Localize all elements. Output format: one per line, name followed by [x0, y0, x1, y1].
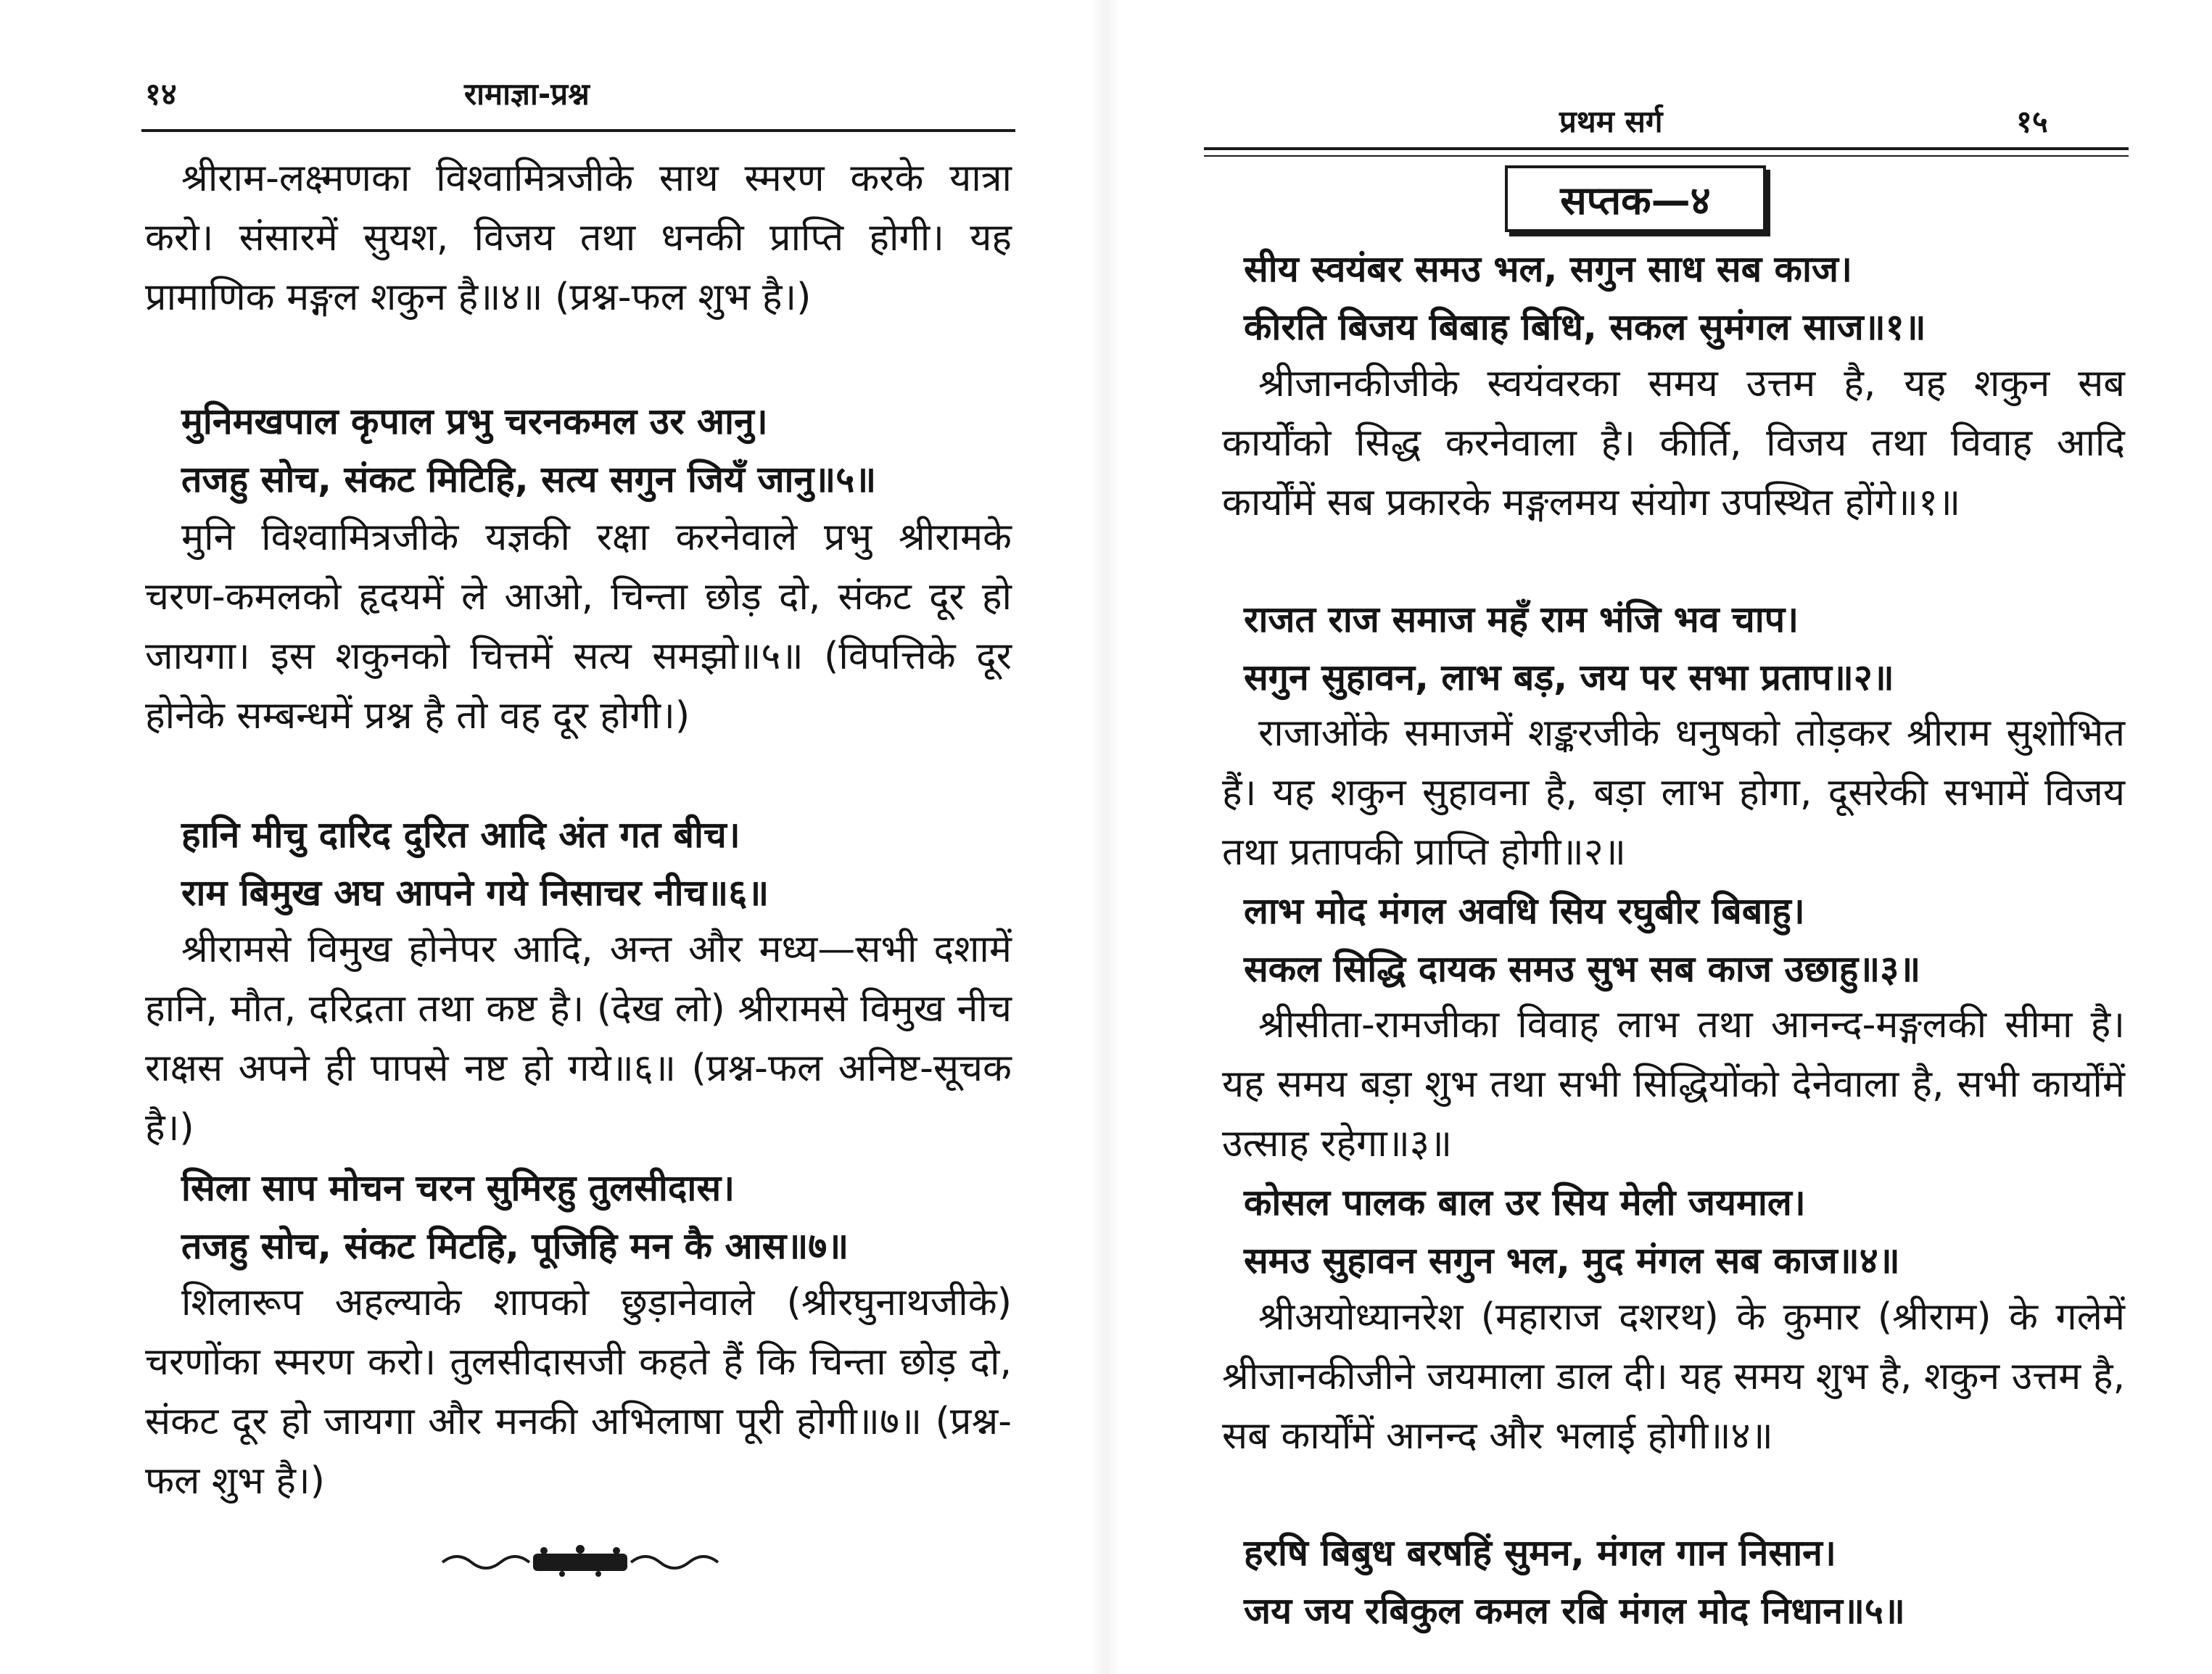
right-header-rule — [1204, 147, 2129, 150]
right-verse-7: कोसल पालक बाल उर सिय मेली जयमाल। — [1244, 1182, 1806, 1224]
right-paragraph-1: श्रीजानकीजीके स्वयंवरका समय उत्तम है, यह शकुन सब कार्योंको सिद्ध करनेवाला है। कीर्ति, विजय तथा विवाह आदि कार्योंमें सब प्रकारके मङ्गलमय संयोग उपस्थित होंगे॥१॥ — [1222, 362, 2125, 524]
right-verse-2: कीरति बिजय बिबाह बिधि, सकल सुमंगल साज॥१॥ — [1244, 306, 1926, 348]
right-verse-5: लाभ मोद मंगल अवधि सिय रघुबीर बिबाहु। — [1244, 890, 1805, 932]
right-paragraph-4: श्रीअयोध्यानरेश (महाराज दशरथ) के कुमार (श्रीराम) के गलेमें श्रीजानकीजीने जयमाला डाल दी। यह समय शुभ है, शकुन उत्तम है, सब कार्योंमें आनन्द और भलाई होगी॥४॥ — [1222, 1295, 2125, 1458]
ornament-divider-icon — [435, 1539, 725, 1583]
left-verse-5: सिला साप मोचन चरन सुमिरहु तुलसीदास। — [181, 1167, 735, 1209]
left-verse-3: हानि मीचु दारिद दुरित आदि अंत गत बीच। — [181, 814, 740, 856]
left-paragraph-3: श्रीरामसे विमुख होनेपर आदि, अन्त और मध्य—सभी दशामें हानि, मौत, दरिद्रता तथा कष्ट है। (देख लो) श्रीरामसे विमुख नीच राक्षस अपने ही पापसे नष्ट हो गये॥६॥ (प्रश्न-फल अनिष्ट-सूचक है।) — [145, 928, 1012, 1150]
section-title: सप्तक—४ — [1505, 165, 1766, 232]
left-header-rule — [141, 129, 1015, 132]
right-page — [1106, 0, 2212, 1674]
right-verse-6: सकल सिद्धि दायक समउ सुभ सब काज उछाहु॥३॥ — [1244, 948, 1921, 990]
right-paragraph-2: राजाओंके समाजमें शङ्करजीके धनुषको तोड़कर श्रीराम सुशोभित हैं। यह शकुन सुहावना है, बड़ा लाभ होगा, दूसरेकी सभामें विजय तथा प्रतापकी प्राप्ति होगी॥२॥ — [1222, 712, 2125, 874]
right-verse-4: सगुन सुहावन, लाभ बड़, जय पर सभा प्रताप॥२॥ — [1244, 656, 1894, 698]
right-running-title: प्रथम सर्ग — [1559, 104, 1663, 139]
right-verse-8: समउ सुहावन सगुन भल, मुद मंगल सब काज॥४॥ — [1244, 1240, 1900, 1282]
right-header-rule-secondary — [1204, 155, 2129, 157]
right-verse-1: सीय स्वयंबर समउ भल, सगुन साध सब काज। — [1244, 248, 1852, 290]
left-paragraph-1: श्रीराम-लक्ष्मणका विश्वामित्रजीके साथ स्मरण करके यात्रा करो। संसारमें सुयश, विजय तथा धनकी प्राप्ति होगी। यह प्रामाणिक मङ्गल शकुन है॥४॥ (प्रश्न-फल शुभ है।) — [145, 157, 1012, 319]
right-verse-9: हरषि बिबुध बरषहिं सुमन, मंगल गान निसान। — [1244, 1532, 1836, 1574]
left-paragraph-2: मुनि विश्वामित्रजीके यज्ञकी रक्षा करनेवाले प्रभु श्रीरामके चरण-कमलको हृदयमें ले आओ, चिन्ता छोड़ दो, संकट दूर हो जायगा। इस शकुनको चित्तमें सत्य समझो॥५॥ (विपत्तिके दूर होनेके सम्बन्धमें प्रश्न है तो वह दूर होगी।) — [145, 516, 1012, 738]
left-page-number: १४ — [145, 76, 177, 112]
left-paragraph-4: शिलारूप अहल्याके शापको छुड़ानेवाले (श्रीरघुनाथजीके) चरणोंका स्मरण करो। तुलसीदासजी कहते हैं कि चिन्ता छोड़ दो, संकट दूर हो जायगा और मनकी अभिलाषा पूरी होगी॥७॥ (प्रश्न-फल शुभ है।) — [145, 1281, 1012, 1503]
right-verse-3: राजत राज समाज महँ राम भंजि भव चाप। — [1244, 598, 1799, 640]
left-verse-6: तजहु सोच, संकट मिटहि, पूजिहि मन कै आस॥७॥ — [181, 1225, 849, 1267]
right-page-number: १५ — [2016, 104, 2048, 139]
left-running-title: रामाज्ञा-प्रश्न — [464, 76, 590, 112]
right-verse-10: जय जय रबिकुल कमल रबि मंगल मोद निधान॥५॥ — [1244, 1590, 1905, 1632]
left-verse-1: मुनिमखपाल कृपाल प्रभु चरनकमल उर आनु। — [181, 400, 768, 442]
left-verse-4: राम बिमुख अघ आपने गये निसाचर नीच॥६॥ — [181, 872, 769, 914]
left-verse-2: तजहु सोच, संकट मिटिहि, सत्य सगुन जियँ जानु॥५॥ — [181, 458, 877, 500]
right-paragraph-3: श्रीसीता-रामजीका विवाह लाभ तथा आनन्द-मङ्गलकी सीमा है। यह समय बड़ा शुभ तथा सभी सिद्धियोंको देनेवाला है, सभी कार्योंमें उत्साह रहेगा॥३॥ — [1222, 1003, 2125, 1166]
